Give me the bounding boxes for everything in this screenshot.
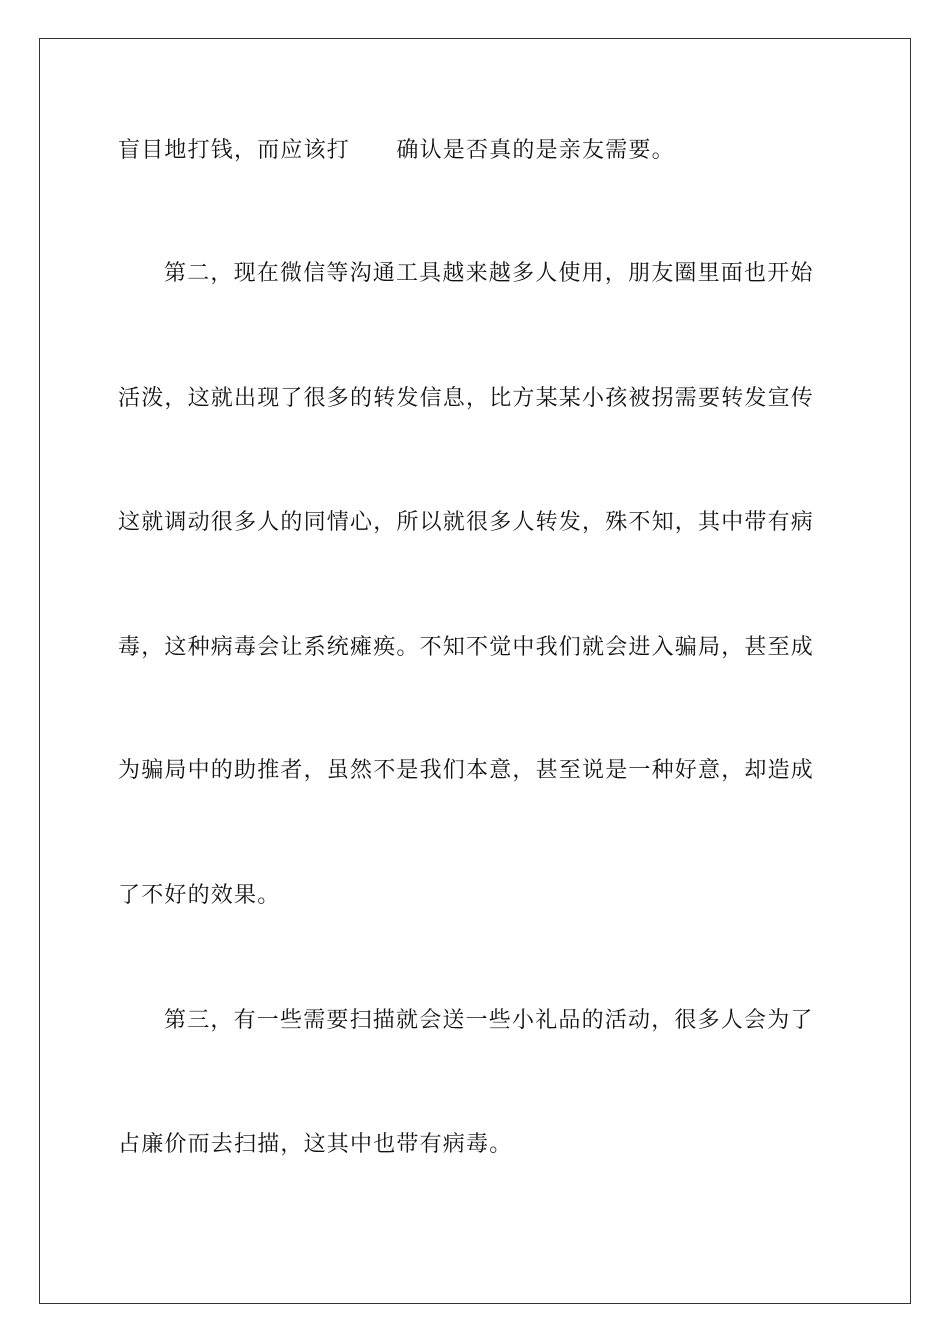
paragraph-2-line-3: 这就调动很多人的同情心，所以就很多人转发，殊不知，其中带有病: [118, 510, 815, 535]
page-frame: [39, 38, 911, 1304]
paragraph-2-line-4: 毒，这种病毒会让系统瘫痪。不知不觉中我们就会进入骗局，甚至成: [118, 635, 815, 660]
text-line-1: 盲目地打钱，而应该打 确认是否真的是亲友需要。: [118, 138, 675, 163]
paragraph-2-line-6: 了不好的效果。: [118, 883, 281, 908]
paragraph-3-line-2: 占廉价而去扫描，这其中也带有病毒。: [118, 1132, 513, 1157]
paragraph-3-line-1: 第三，有一些需要扫描就会送一些小礼品的活动，很多人会为了: [164, 1008, 814, 1033]
paragraph-2-line-1: 第二，现在微信等沟通工具越来越多人使用，朋友圈里面也开始: [164, 261, 814, 286]
paragraph-2-line-5: 为骗局中的助推者，虽然不是我们本意，甚至说是一种好意，却造成: [118, 758, 815, 783]
paragraph-2-line-2: 活泼，这就出现了很多的转发信息，比方某某小孩被拐需要转发宣传: [118, 386, 815, 411]
